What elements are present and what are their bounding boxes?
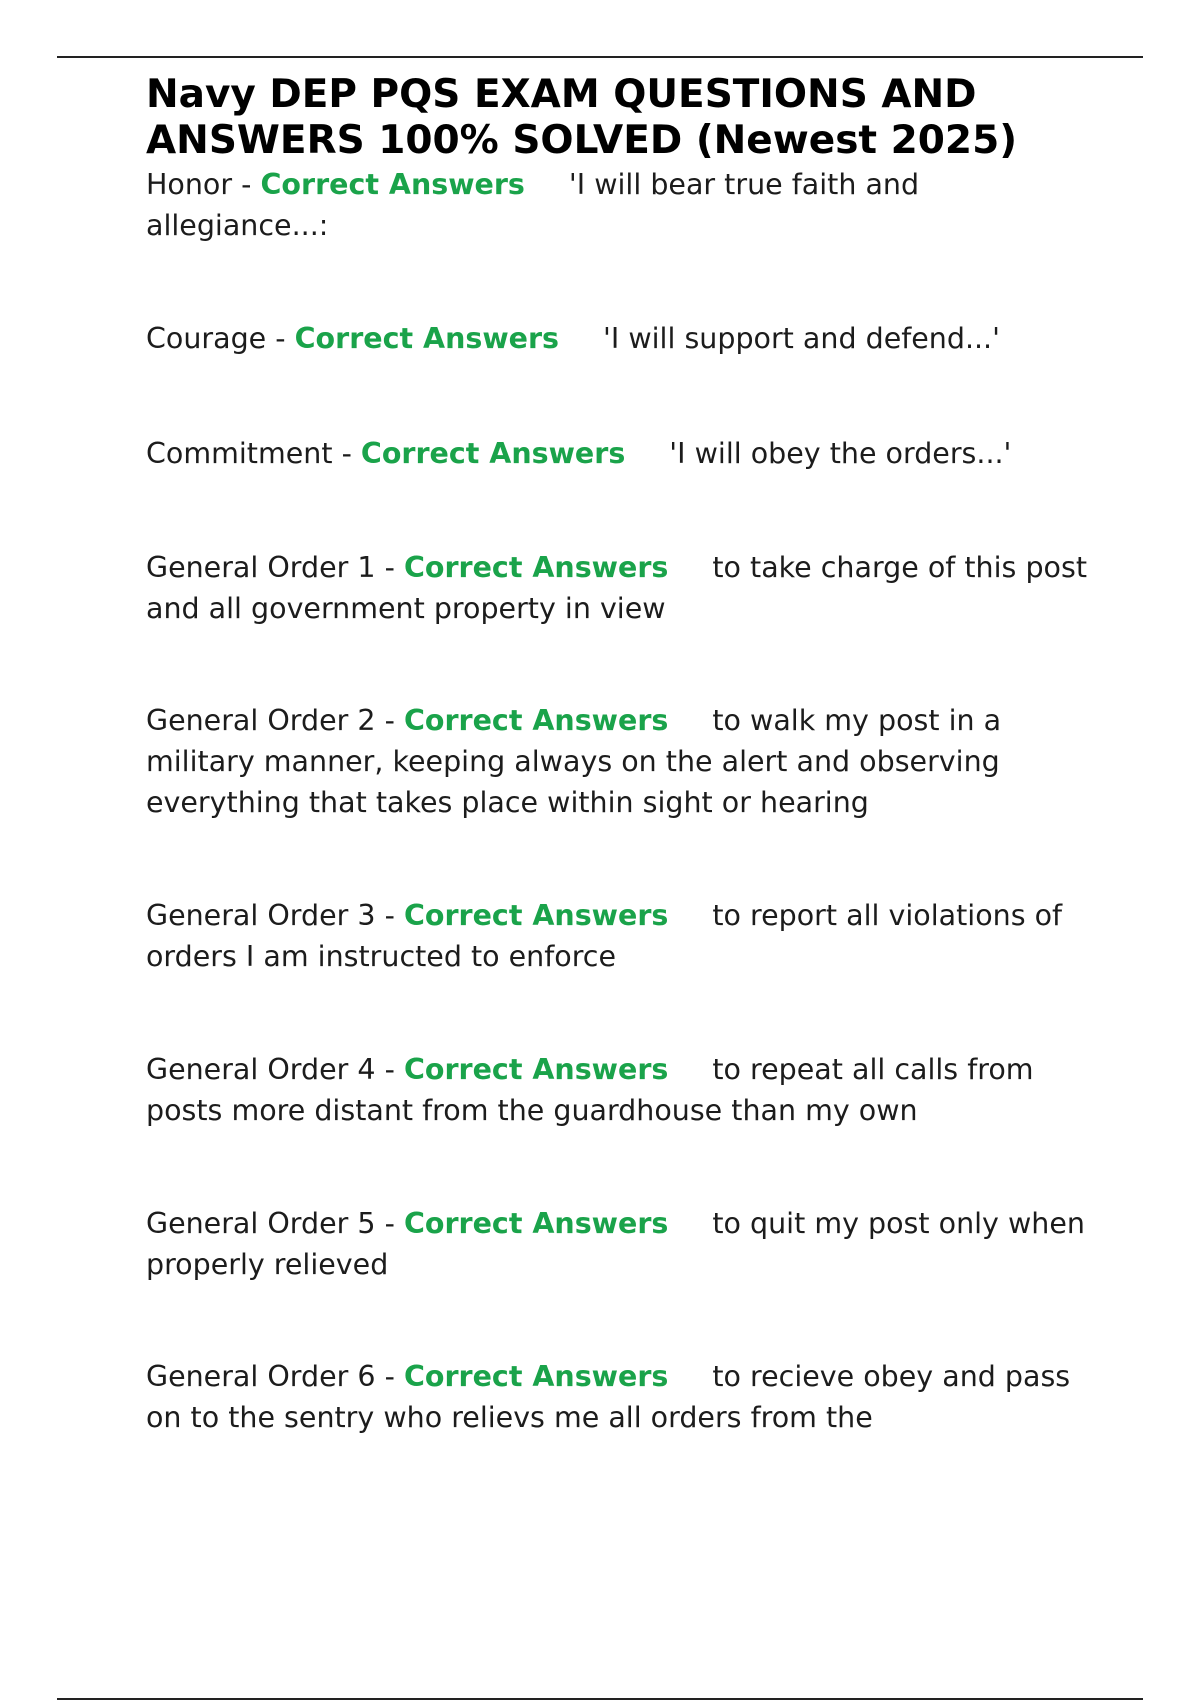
document-body [146,72,1106,1438]
qa-entry-honor [146,164,1106,246]
entry-term: Commitment [146,437,333,470]
correct-answers-label: Correct Answers [294,322,560,355]
entry-separator: - [384,899,395,932]
qa-entry-general-order-3 [146,895,1106,977]
qa-entry-general-order-4 [146,1049,1106,1131]
document-title: Navy DEP PQS EXAM QUESTIONS AND ANSWERS 100% SOLVED (Newest 2025) [146,72,1018,163]
qa-entry-commitment [146,433,1106,474]
qa-entry-general-order-6 [146,1356,1106,1438]
entry-answer: to recieve obey and pass on to the sentry who relievs me all orders from the [146,1360,1071,1434]
entry-term: General Order 2 [146,704,376,737]
entry-term: General Order 1 [146,551,376,584]
correct-answers-label: Correct Answers [403,1207,669,1240]
entry-separator: - [384,1207,395,1240]
top-divider [57,56,1143,58]
entry-term: General Order 5 [146,1207,376,1240]
entry-answer: 'I will bear true faith and allegiance...: [146,168,920,242]
entry-answer: to walk my post in a military manner, keeping always on the alert and observing everything that takes place within sight or hearing [146,704,1002,819]
entry-term: General Order 4 [146,1053,376,1086]
qa-entry-general-order-2 [146,700,1106,823]
entry-answer: to quit my post only when properly relieved [146,1207,1085,1281]
entry-term: Honor [146,168,233,201]
entry-separator: - [275,322,286,355]
qa-entry-general-order-5 [146,1203,1106,1285]
entry-separator: - [384,551,395,584]
correct-answers-label: Correct Answers [403,1053,669,1086]
entry-separator: - [384,1053,395,1086]
entry-answer: 'I will support and defend...' [603,322,1000,355]
entry-separator: - [384,1360,395,1393]
qa-entry-courage [146,318,1106,359]
correct-answers-label: Correct Answers [403,1360,669,1393]
correct-answers-label: Correct Answers [403,704,669,737]
correct-answers-label: Correct Answers [360,437,626,470]
entry-separator: - [384,704,395,737]
entry-answer: to report all violations of orders I am instructed to enforce [146,899,1063,973]
entry-separator: - [241,168,252,201]
entry-answer: to take charge of this post and all government property in view [146,551,1087,625]
qa-entry-general-order-1 [146,547,1106,629]
entry-term: General Order 6 [146,1360,376,1393]
entry-answer: to repeat all calls from posts more distant from the guardhouse than my own [146,1053,1034,1127]
entry-answer: 'I will obey the orders...' [669,437,1012,470]
entry-term: General Order 3 [146,899,376,932]
correct-answers-label: Correct Answers [403,551,669,584]
correct-answers-label: Correct Answers [260,168,525,201]
correct-answers-label: Correct Answers [403,899,669,932]
entry-separator: - [341,437,352,470]
entry-term: Courage [146,322,267,355]
